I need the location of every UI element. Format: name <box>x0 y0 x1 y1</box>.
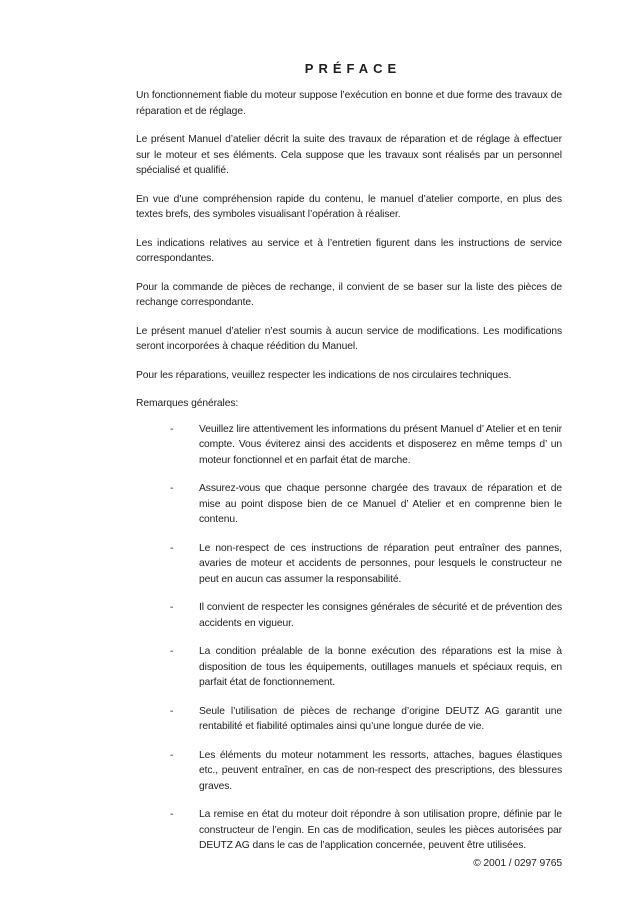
list-item <box>136 422 562 469</box>
paragraph: Le présent Manuel d’atelier décrit la suite des travaux de réparation et de réglage à effectuer sur le moteur et ses éléments. Cela suppose que les travaux sont réalisés par un personnel spécialisé et qualifié. <box>136 134 562 176</box>
list-item <box>136 644 562 691</box>
list-item <box>136 704 562 735</box>
bullet-dash: - <box>170 809 174 820</box>
page-title: PRÉFACE <box>304 61 402 76</box>
bullet-dash: - <box>170 602 174 613</box>
paragraph: En vue d’une compréhension rapide du contenu, le manuel d’atelier comporte, en plus des textes brefs, des symboles visualisant l’opération à réaliser. <box>136 193 562 220</box>
list-item <box>136 481 562 528</box>
paragraph: Le présent manuel d’atelier n’est soumis à aucun service de modifications. Les modifications seront incorporées à chaque réédition du Manuel. <box>136 325 562 352</box>
list-item-text: Assurez-vous que chaque personne chargée des travaux de réparation et de mise au point dispose bien de ce Manuel d’ Atelier et en comprenne bien le contenu. <box>199 483 562 525</box>
paragraph: Les indications relatives au service et à l’entretien figurent dans les instructions de service correspondantes. <box>136 237 562 264</box>
list-item-text: Les éléments du moteur notamment les ressorts, attaches, bagues élastiques etc., peuvent entraîner, en cas de non-respect des prescriptions, des blessures graves. <box>199 749 562 792</box>
list-item-text: Veuillez lire attentivement les informations du présent Manuel d’ Atelier et en tenir compte. Vous éviterez ainsi des accidents et disposerez en même temps d’ un moteur fonctionnel et en parfait état de marche. <box>199 423 562 466</box>
list-item-text: La condition préalable de la bonne exécution des réparations est la mise à disposition de tous les équipements, outillages manuels et spéciaux requis, en parfait état de fonctionnement. <box>199 646 562 688</box>
list-item-text: Le non-respect de ces instructions de réparation peut entraîner des pannes, avaries de moteur et accidents de personnes, pour lesquels le constructeur ne peut en aucun cas assumer la responsabilité. <box>199 542 562 585</box>
remarks-list <box>136 422 562 854</box>
list-item <box>136 807 562 854</box>
list-item <box>136 541 562 588</box>
list-item <box>136 748 562 795</box>
list-item-text: Il convient de respecter les consignes générales de sécurité et de prévention des accidents en vigueur. <box>199 602 562 629</box>
document-body <box>136 88 562 867</box>
bullet-dash: - <box>170 646 174 657</box>
copyright-notice: © 2001 / 0297 9765 <box>473 858 562 869</box>
bullet-dash: - <box>170 749 174 761</box>
bullet-dash: - <box>170 542 174 554</box>
paragraph: Pour la commande de pièces de rechange, il convient de se baser sur la liste des pièces de rechange correspondante. <box>136 281 562 308</box>
list-item-text: Seule l’utilisation de pièces de rechange d’origine DEUTZ AG garantit une rentabilité et fiabilité optimales ainsi qu’une longue durée de vie. <box>199 705 562 732</box>
list-item-text: La remise en état du moteur doit répondre à son utilisation propre, définie par le constructeur de l’engin. En cas de modification, seules les pièces autorisées par DEUTZ AG dans le cas de l’application concernée, peuvent être utilisées. <box>199 809 562 851</box>
list-item <box>136 600 562 631</box>
paragraph: Un fonctionnement fiable du moteur suppose l’exécution en bonne et due forme des travaux de réparation et de réglage. <box>136 90 562 117</box>
bullet-dash: - <box>170 705 174 717</box>
bullet-dash: - <box>170 483 174 494</box>
paragraph: Pour les réparations, veuillez respecter les indications de nos circulaires techniques. <box>136 369 512 381</box>
remarks-heading: Remarques générales: <box>136 398 239 409</box>
bullet-dash: - <box>170 423 174 435</box>
